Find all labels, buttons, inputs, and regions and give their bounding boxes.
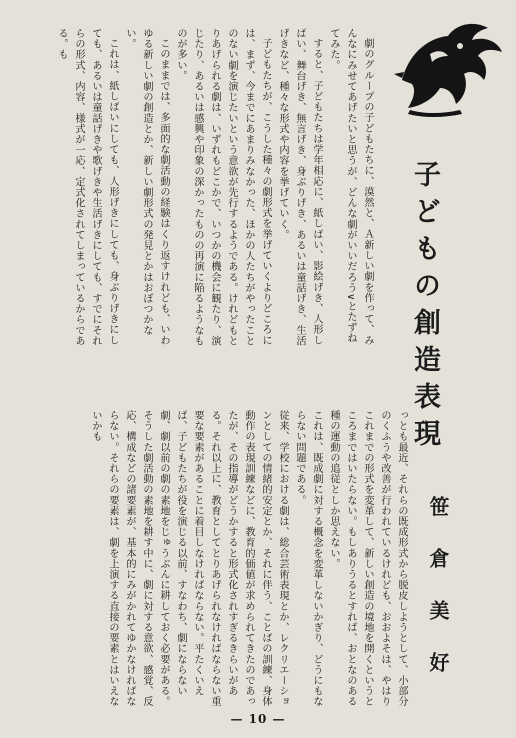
bird-crest-illustration	[390, 14, 508, 122]
paragraph: 従来、学校における劇は、総合芸術表現とか、レクリエーションとしての情緒的安定とか、それに伴う、ことばの訓練、身体動作の表現訓練などに、教育的価値が求められてきたのであったが、その指導がどうかすると形式化されすぎるきらいがある。それ以上に、教育としてとりあげられなければならない重要な要素があることに着目しなければならない。平たくいえば、子どもたちが役を演じる以前、すなわち、劇にならない劇、劇以前の劇の素地をじゅうぶんに耕しておく必要がある。そうした劇活動の素地を耕す中に、劇に対する意欲、感覚、反応、構成などの諸要素が、基本的にみがかれてゆかなければならない。それらの要素は、劇を上演する直接の要素とはいえないかも	[90, 410, 288, 707]
paragraph: 子どもたちが、こうした種々の劇形式を挙げていくよりどころには、まず、今までにあまりみなかった、ほかの人たちがやったことのない劇を演じたいという意欲が先行するようである。けれどもとりあげられる劇は、いずれもどこかで、いつかの機会に観たり、演じたり、あるいは感興や印象の深かったものの再演に陥るようなものが多い。	[175, 28, 271, 346]
author-name: 笹倉美好	[426, 496, 450, 704]
paragraph: っとも最近、それらの既成形式から脱皮しようとして、小部分のくふうや改善が行われているけれども、おおよそは、やはりこれまでの形式を変革して、新しい創造の境地を開くというところまではいたらない。もしありうるとすれば、おとなのある種の運動の追従としか思えない。	[328, 410, 407, 707]
paragraph: 劇のグループの子どもたちに、漠然と、Ａ新しい劇を作って、みんなにみせてあげたいと思うが、どんな劇がいいだろう∨とたずねてみた。	[328, 28, 373, 346]
article-title: 子どもの創造表現	[409, 160, 440, 456]
paragraph: このままでは、多面的な劇活動の経験はくり返すけれども、いわゆる新しい劇の創造とか、新しい劇形式の発見とかはおぼつかない。	[124, 28, 169, 346]
paragraph: これは、紙しばいにしても、人形げきにしても、身ぶりげきにしても、あるいは童話げきや歌げきや生活げきにしても、すでにそれらの形式、内容、様式が一応、定式化されてしまっているからである。も	[56, 28, 118, 346]
page-number: — 10 —	[230, 712, 286, 726]
article-body-top	[24, 28, 376, 350]
paragraph: すると、子どもたちは学年相応に、紙しばい、影絵げき、人形しばい、舞台げき、無言げき、身ぶりげき、あるいは童話げき、生活げきなど、種々な形式や内容を挙げていく。	[277, 28, 322, 346]
article-body-bottom	[90, 410, 410, 710]
paragraph: これは、既成劇に対する概念を変革しないかぎり、どうにもならない問題である。	[294, 410, 322, 707]
